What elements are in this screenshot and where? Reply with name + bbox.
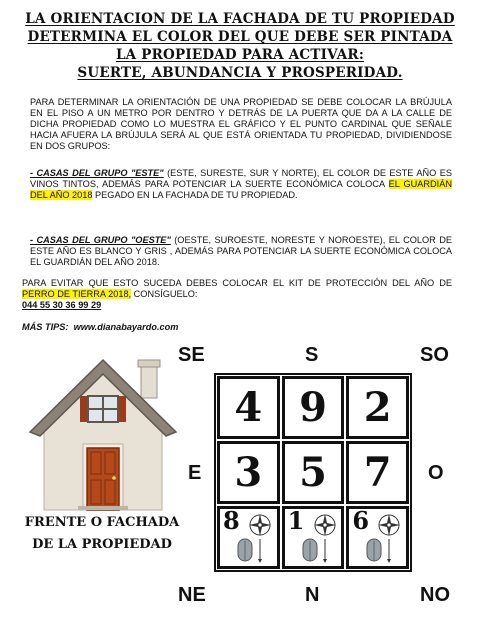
grid-number: 8 [223, 506, 240, 535]
group-oeste-paragraph [30, 235, 452, 268]
grid-cell: 2 [346, 376, 409, 439]
title [8, 10, 472, 82]
caption-line: DE LA PROPIEDAD [32, 537, 172, 552]
direction-e: E [188, 462, 202, 484]
direction-s: S [305, 344, 319, 366]
tips-label: MÁS TIPS: [22, 322, 69, 332]
phone-number[interactable]: 044 55 30 36 99 29 [22, 300, 102, 310]
title-line: SUERTE, ABUNDANCIA Y PROSPERIDAD. [77, 65, 403, 81]
direction-o: O [428, 462, 444, 484]
grid-cell-compass [217, 506, 280, 569]
direction-se: SE [178, 344, 205, 366]
title-line: DETERMINA EL COLOR DEL QUE DEBE SER PINTADA [27, 29, 453, 45]
direction-ne: NE [178, 584, 206, 606]
caption-line: FRENTE O FACHADA [24, 515, 180, 530]
house-illustration [28, 352, 178, 512]
house-caption [12, 512, 192, 556]
direction-no: NO [420, 584, 450, 606]
group-oeste-label: - CASAS DEL GRUPO "OESTE" [30, 235, 171, 245]
group-este-label: - CASAS DEL GRUPO "ESTE" [30, 168, 164, 178]
grid-cell: 3 [217, 441, 280, 504]
tips-url[interactable]: www.dianabayardo.com [73, 322, 179, 332]
direction-n: N [305, 584, 320, 606]
guardian-highlight: EL GUARDIÁN DEL AÑO 2018 [30, 179, 452, 200]
group-este-paragraph [30, 168, 452, 201]
grid-cell-compass [282, 506, 345, 569]
grid-cell: 9 [282, 376, 345, 439]
tips-line [22, 322, 452, 333]
group-este-text: (ESTE, SURESTE, SUR Y NORTE), EL COLOR DE ESTE AÑO ES VINOS TINTOS, ADEMÁS PARA POTENCIAR LA SUERTE ECONÓMICA COLOCA [30, 168, 452, 189]
grid-cell: 5 [282, 441, 345, 504]
protection-text-end: CONSÍGUELO: [131, 289, 198, 299]
grid-cell: 7 [346, 441, 409, 504]
group-oeste-text: (OESTE, SUROESTE, NORESTE Y NOROESTE), EL COLOR DE ESTE AÑO ES BLANCO Y GRIS , ADEMÁS PARA POTENCIAR LA SUERTE ECONÓMICA COLOCA EL GUARDIÁN DEL AÑO 2018. [30, 235, 452, 267]
protection-text: PARA EVITAR QUE ESTO SUCEDA DEBES COLOCAR EL KIT DE PROTECCIÓN DEL AÑO DE [22, 278, 452, 288]
grid-cell: 4 [217, 376, 280, 439]
number-grid [214, 373, 412, 572]
protection-paragraph [22, 278, 452, 311]
perro-highlight: PERRO DE TIERRA 2018, [22, 289, 132, 299]
title-line: LA PROPIEDAD PARA ACTIVAR: [115, 47, 365, 63]
title-line: LA ORIENTACION DE LA FACHADA DE TU PROPIEDAD [25, 11, 455, 27]
grid-number: 6 [352, 506, 370, 535]
intro-paragraph: PARA DETERMINAR LA ORIENTACIÓN DE UNA PROPIEDAD SE DEBE COLOCAR LA BRÚJULA EN EL PISO A UN METRO POR DENTRO Y DETRÁS DE LA PUERTA QUE DA A LA CALLE DE DICHA PROPIEDAD COMO LO MUESTRA EL GRÁFICO Y EL PUNTO CARDINAL QUE SEÑALE HACIA AFUERA LA BRÚJULA SERÁ AL QUE ESTÁ ORIENTADA TU PROPIEDAD, DIVIDIENDOSE EN DOS GRUPOS: [30, 97, 452, 151]
grid-cell-compass [346, 506, 409, 569]
grid-number: 1 [287, 506, 305, 535]
group-este-text-end: PEGADO EN LA FACHADA DE TU PROPIEDAD. [92, 190, 298, 200]
direction-so: SO [420, 344, 449, 366]
